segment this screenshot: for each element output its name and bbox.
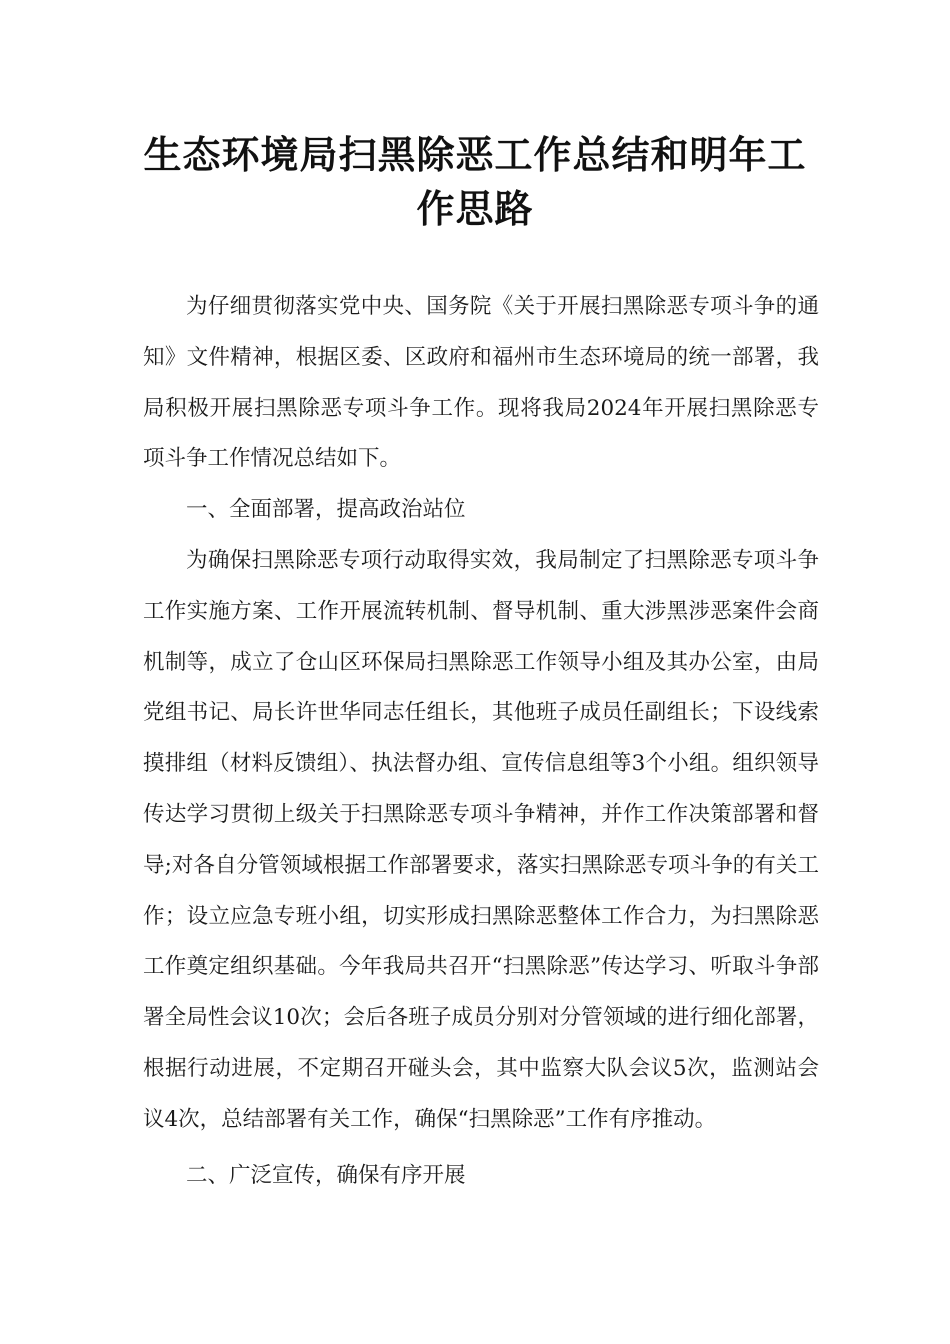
section-heading-2: 二、广泛宣传，确保有序开展: [186, 1162, 466, 1188]
section-1-paragraph: 为确保扫黑除恶专项行动取得实效，我局制定了扫黑除恶专项斗争工作实施方案、工作开展流转机制、督导机制、重大涉黑涉恶案件会商机制等，成立了仓山区环保局扫黑除恶工作领导小组及其办公室，由局党组书记、局长许世华同志任组长，其他班子成员任副组长；下设线索摸排组（材料反馈组）、执法督办组、宣传信息组等3个小组。组织领导传达学习贯彻上级关于扫黑除恶专项斗争精神，并作工作决策部署和督导;对各自分管领域根据工作部署要求，落实扫黑除恶专项斗争的有关工作；设立应急专班小组，切实形成扫黑除恶整体工作合力，为扫黑除恶工作奠定组织基础。今年我局共召开“扫黑除恶”传达学习、听取斗争部署全局性会议10次；会后各班子成员分别对分管领域的进行细化部署，根据行动进展，不定期召开碰头会，其中监察大队会议5次，监测站会议4次，总结部署有关工作，确保“扫黑除恶”工作有序推动。: [143, 547, 819, 1132]
title-line-2: 作思路: [416, 187, 534, 231]
document-title: [120, 128, 830, 236]
document-body: [143, 282, 819, 1201]
section-heading-1: 一、全面部署，提高政治站位: [186, 497, 466, 523]
title-line-1: 生态环境局扫黑除恶工作总结和明年工: [143, 133, 807, 177]
intro-paragraph: 为仔细贯彻落实党中央、国务院《关于开展扫黑除恶专项斗争的通知》文件精神，根据区委、区政府和福州市生态环境局的统一部署，我局积极开展扫黑除恶专项斗争工作。现将我局2024年开展扫黑除恶专项斗争工作情况总结如下。: [143, 294, 819, 472]
